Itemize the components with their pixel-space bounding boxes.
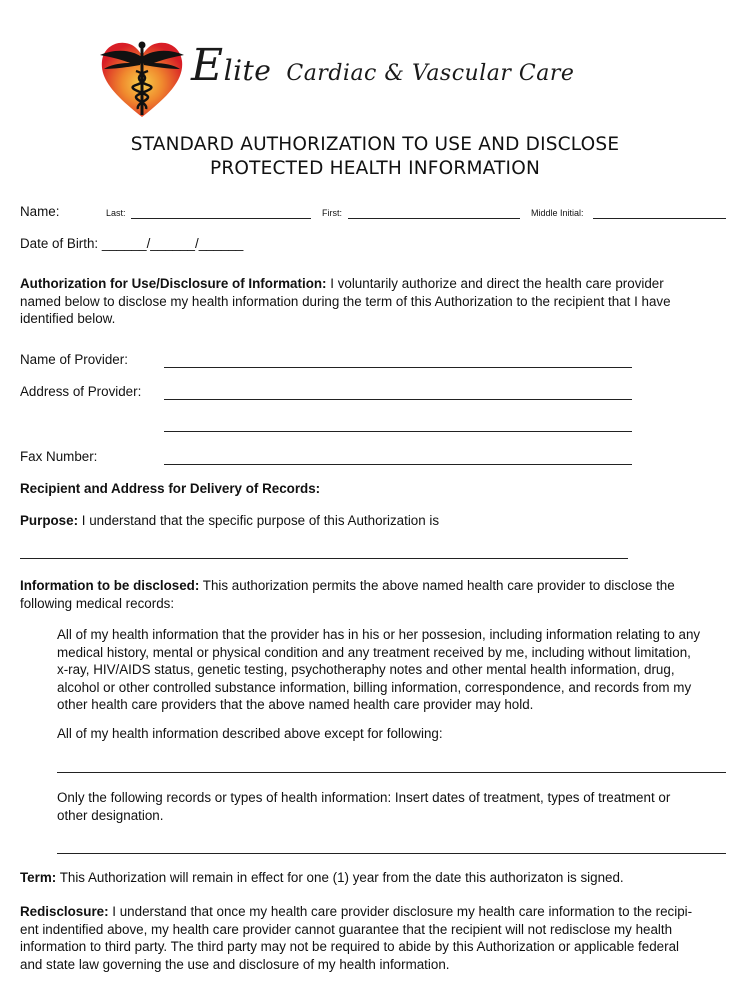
redisclosure-text-3: information to third party. The third party may not be required to abide by this Authorization or applicable federal [20, 939, 679, 954]
except-option-text: All of my health information described above except for following: [57, 726, 443, 741]
brand-wordmark [191, 40, 574, 91]
brand-tagline: Cardiac & Vascular Care [286, 61, 575, 86]
first-name-label: First: [322, 208, 342, 218]
all-info-line-4: alcohol or other controlled substance information, billing information, correspondence, and records from my [57, 679, 692, 695]
redisclosure-text-4: and state law governing the use and disclosure of my health information. [20, 956, 450, 972]
heart-caduceus-logo [96, 35, 188, 120]
authorization-text-3: identified below. [20, 311, 116, 326]
provider-address-field-1[interactable] [164, 386, 632, 400]
information-heading: Information to be disclosed: [20, 578, 200, 593]
document-title [0, 133, 750, 181]
redisclosure-text-1: I understand that once my health care provider disclosure my health care information to the recipi- [112, 904, 693, 919]
all-info-line-1: All of my health information that the provider has in his or her possesion, including information relating to any [57, 627, 701, 642]
purpose-paragraph [20, 513, 439, 528]
purpose-field[interactable] [20, 545, 628, 559]
authorization-text-2: named below to disclose my health information during the term of this Authorization to the recipient that I have [20, 293, 671, 309]
recipient-heading [20, 481, 320, 496]
redisclosure-paragraph [20, 903, 732, 973]
only-records-line-1: Only the following records or types of health information: Insert dates of treatment, types of treatment or [57, 790, 671, 805]
dob-label-text: Date of Birth: [20, 236, 99, 251]
last-name-field[interactable] [131, 207, 311, 219]
dob-label [20, 236, 243, 251]
only-records-option [57, 789, 737, 824]
redisclosure-heading: Redisclosure: [20, 904, 109, 919]
dob-field[interactable]: ______/______/______ [101, 236, 244, 251]
redisclosure-text-2: ent indentified above, my health care provider cannot guarantee that the recipient will not redisclose my health [20, 921, 673, 937]
middle-initial-label: Middle Initial: [531, 208, 584, 218]
provider-name-field[interactable] [164, 354, 632, 368]
name-label: Name: [20, 204, 60, 219]
provider-name-label: Name of Provider: [20, 352, 128, 367]
brand-initial: E [191, 40, 224, 91]
all-info-line-5: other health care providers that the above named health care provider may hold. [57, 697, 534, 712]
provider-address-field-2[interactable] [164, 418, 632, 432]
authorization-paragraph [20, 275, 732, 328]
purpose-heading: Purpose: [20, 513, 79, 528]
last-name-label: Last: [106, 208, 126, 218]
title-line-2: PROTECTED HEALTH INFORMATION [210, 158, 540, 179]
fax-number-field[interactable] [164, 451, 632, 465]
except-field[interactable] [57, 759, 726, 773]
authorization-text-1: I voluntarily authorize and direct the health care provider [330, 276, 664, 291]
provider-address-label: Address of Provider: [20, 384, 142, 399]
term-text: This Authorization will remain in effect for one (1) year from the date this authorizaton is signed. [59, 870, 624, 885]
purpose-text: I understand that the specific purpose of this Authorization is [81, 513, 440, 528]
only-records-line-2: other designation. [57, 807, 164, 823]
all-info-line-2: medical history, mental or physical condition and any treatment received by me, including without limitation, [57, 644, 691, 660]
first-name-field[interactable] [348, 207, 520, 219]
term-paragraph [20, 870, 624, 885]
authorization-heading: Authorization for Use/Disclosure of Information: [20, 276, 327, 291]
only-records-field[interactable] [57, 840, 726, 854]
all-info-line-3: x-ray, HIV/AIDS status, genetic testing, psychotheraphy notes and other mental health information, drug, [57, 662, 675, 677]
information-paragraph [20, 577, 732, 612]
recipient-heading-text: Recipient and Address for Delivery of Records: [20, 481, 321, 496]
all-information-option [57, 626, 737, 714]
term-heading: Term: [20, 870, 57, 885]
middle-initial-field[interactable] [593, 207, 726, 219]
information-text-2: following medical records: [20, 595, 175, 611]
title-line-1: STANDARD AUTHORIZATION TO USE AND DISCLOSE [130, 134, 620, 155]
information-text-1: This authorization permits the above named health care provider to disclose the [202, 578, 675, 593]
fax-number-label: Fax Number: [20, 449, 98, 464]
brand-name-rest: lite [223, 54, 272, 87]
